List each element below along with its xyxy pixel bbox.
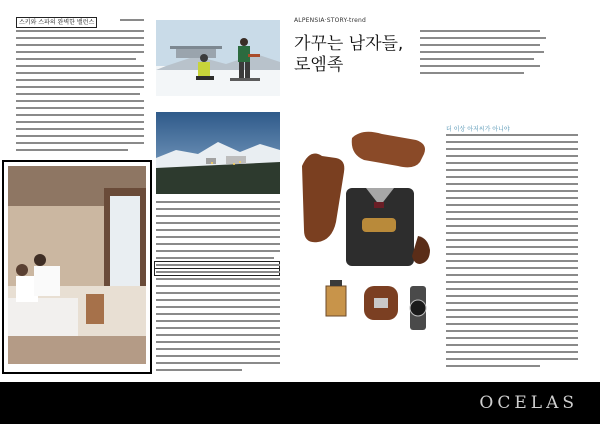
spa-photo <box>8 166 146 364</box>
body-text-column <box>156 201 280 379</box>
title-line-2: 로엠족 <box>294 55 344 75</box>
subhead: 더 이상 아저씨가 아니야 <box>446 126 510 133</box>
left-page <box>0 0 292 382</box>
intro-text <box>420 28 552 108</box>
resort-photo <box>156 112 280 194</box>
right-page <box>292 0 600 382</box>
spa-photo-frame <box>2 160 152 374</box>
skier-photo <box>156 20 280 96</box>
intro-text-column <box>16 28 144 156</box>
title-line-1: 가꾸는 남자들, <box>294 34 404 54</box>
boxed-heading: 스키와 스파의 완벽한 밸런스 <box>16 17 97 28</box>
menswear-flatlay <box>292 126 440 382</box>
right-text-column <box>446 134 578 374</box>
brand-logo: OCELAS <box>479 393 578 413</box>
kicker: ALPENSIA·STORY-trend <box>294 17 367 24</box>
